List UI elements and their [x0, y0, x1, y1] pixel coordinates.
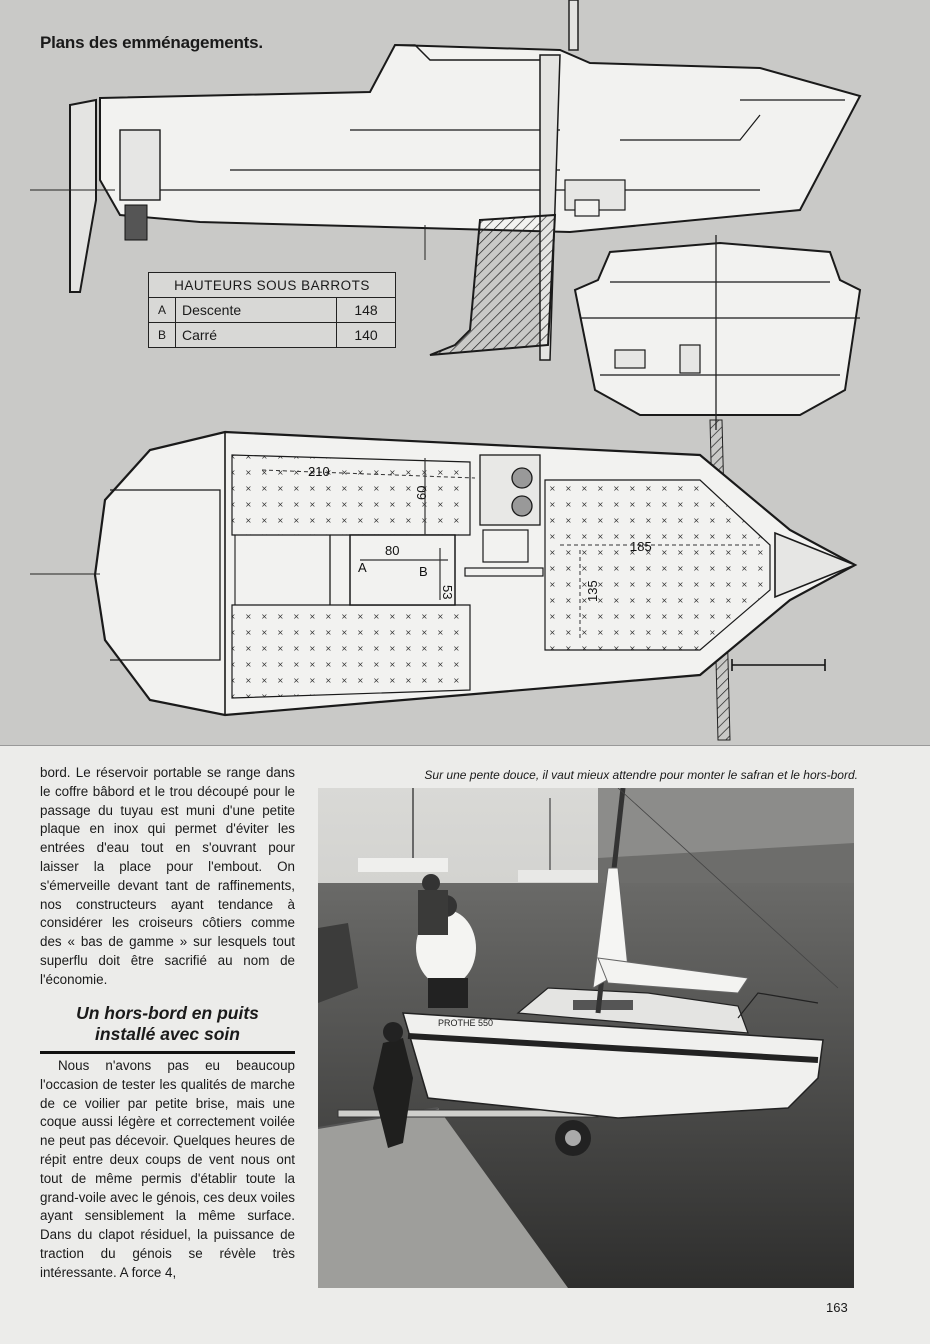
mast — [569, 0, 578, 50]
label-a: A — [358, 560, 367, 575]
keel — [430, 215, 555, 355]
side-profile — [100, 45, 860, 232]
article-paragraph: Nous n'avons pas eu beaucoup l'occasion de tester les qualités de marche de ce voilier par petite brise, mais une coque aussi légère et correctement voilée ne peut pas décevoir. Quelques heures de répit entre deux coups de vent nous ont tout de même permis d'établir toute la grand-voile avec le génois, ces deux voiles ayant sensiblement la même surface. Dans du clapot résiduel, la puissance de traction du génois se révèle très intéressante. A force 4, — [40, 1058, 295, 1280]
row-value: 148 — [337, 298, 396, 323]
photo-illustration — [318, 788, 854, 1288]
deck-plan — [95, 432, 855, 715]
article-column-bottom — [40, 1057, 295, 1283]
subheading-line-1: Un hors-bord en puits — [76, 1003, 259, 1023]
dim-vberth-length: 185 — [630, 539, 652, 554]
rudder — [70, 100, 96, 292]
article-column-top — [40, 764, 295, 990]
row-code: B — [149, 323, 176, 348]
photo-boat-on-trailer — [318, 788, 854, 1288]
outboard — [125, 205, 147, 240]
table-row — [149, 298, 396, 323]
plan-title: Plans des emménagements. — [40, 33, 263, 52]
page-number: 163 — [826, 1300, 848, 1315]
table-row — [149, 323, 396, 348]
photo-caption: Sur une pente douce, il vaut mieux attendre pour monter le safran et le hors-bord. — [424, 768, 858, 782]
headroom-table-heading: HAUTEURS SOUS BARROTS — [149, 273, 396, 298]
subheading-line-2: installé avec soin — [95, 1024, 240, 1044]
dim-table-width: 53 — [440, 585, 455, 600]
dim-vberth-width: 135 — [585, 580, 600, 602]
headroom-table — [148, 272, 396, 348]
dim-berth-length: 210 — [308, 464, 330, 479]
article-paragraph: bord. Le réservoir portable se range dans le coffre bâbord et le trou découpé pour le passage du tuyau est muni d'une petite plaque en inox qui permet d'éviter les entrées d'eau tout en s'ouvrant pour laisser la place pour l'embout. On s'émerveille devant tant de raffinements, nos constructeurs ayant tendance à considérer les croiseurs côtiers comme des « bas de gamme » sur lesquels tout superflu doit être sacrifié au nom de l'économie. — [40, 765, 295, 987]
row-label: Descente — [176, 298, 337, 323]
row-code: A — [149, 298, 176, 323]
article-subheading — [40, 1003, 295, 1054]
dim-berth-width: 60 — [414, 485, 429, 500]
hull-name: PROTHE 550 — [438, 1018, 494, 1028]
row-label: Carré — [176, 323, 337, 348]
row-value: 140 — [337, 323, 396, 348]
dim-table-length: 80 — [385, 543, 400, 558]
cross-section — [575, 243, 860, 415]
label-b: B — [419, 564, 428, 579]
